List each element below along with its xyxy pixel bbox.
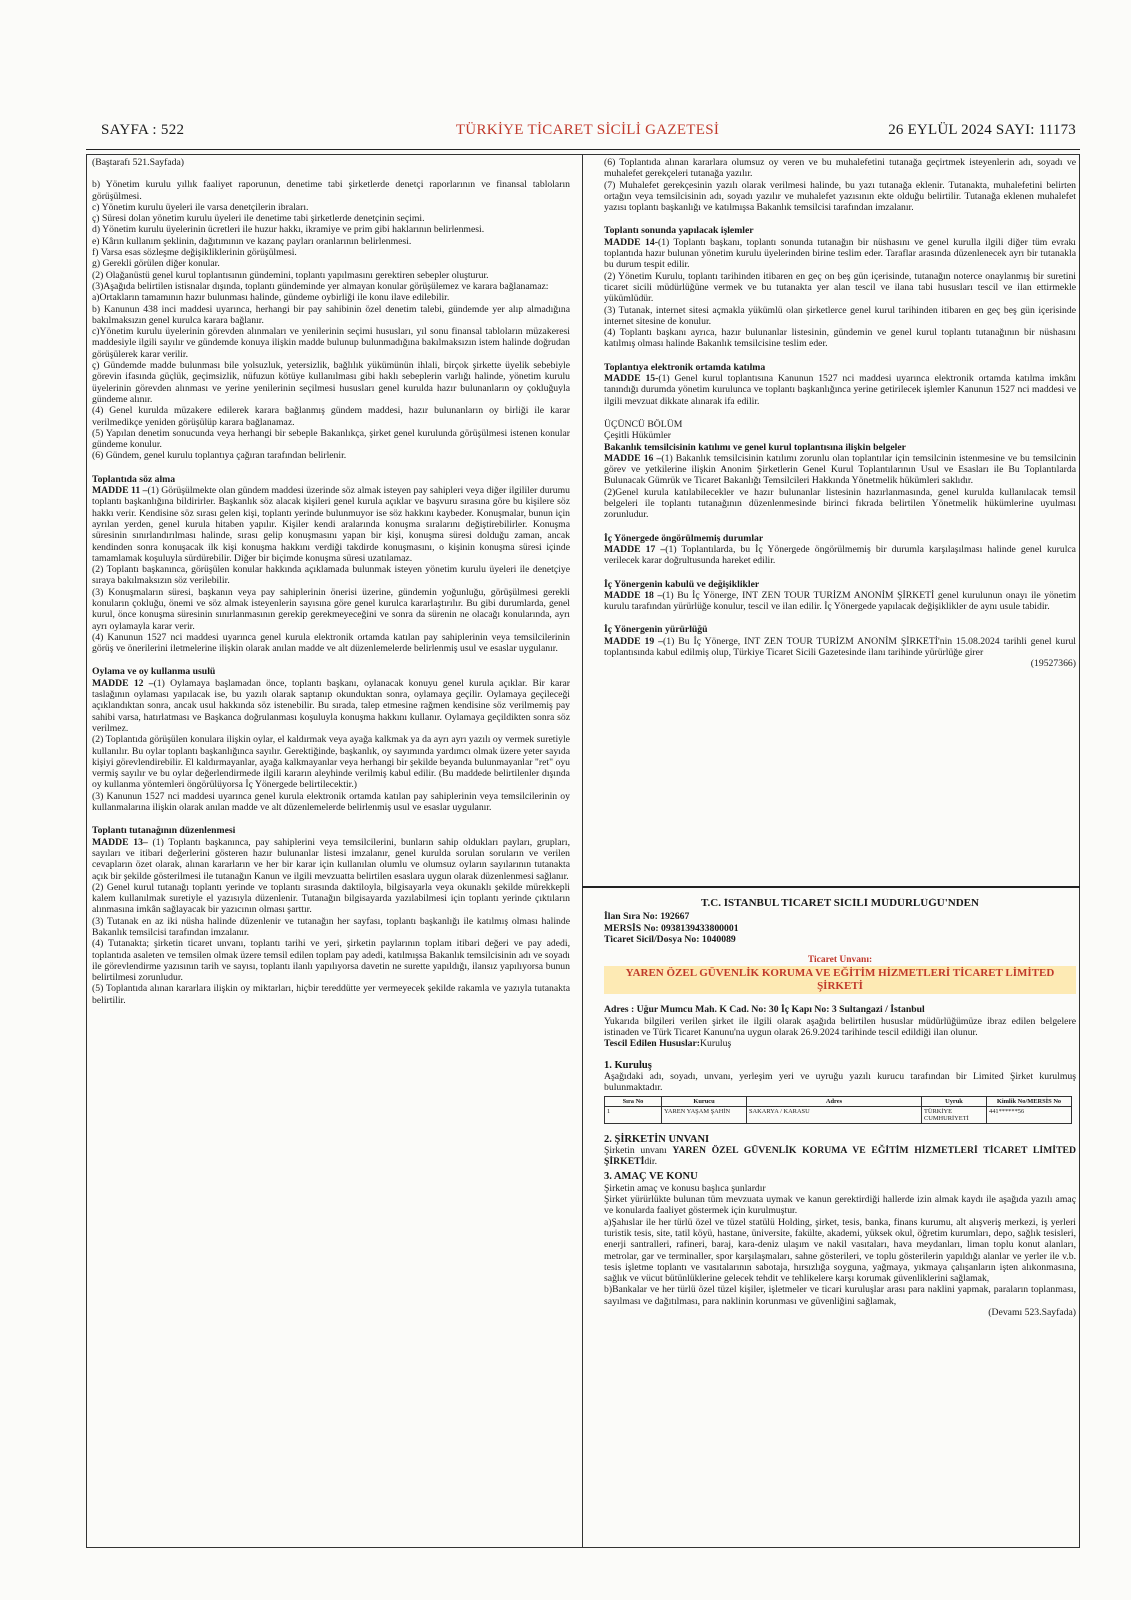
notice-info	[604, 911, 1076, 945]
section-title-17: İç Yönergede öngörülmemiş durumlar	[604, 532, 764, 544]
article-13-para: (2) Genel kurul tutanağı toplantı yerinde ve toplantı sırasında daktiloyla, bilgisayarla veya okunaklı şekilde mürekkepli kalem kullanılmak suretiyle el yazısıyla düzenlenir. Tutanağın bilgisayarda yazılabilmesi için toplantı yerinde çıktıların alınmasına imkân sağlayacak bir yazıcının olması şarttır.	[92, 881, 570, 916]
section-title-11: Toplantıda söz alma	[92, 473, 176, 485]
article-13-para	[92, 837, 570, 882]
article-12-para	[92, 678, 570, 734]
article-17-text: (1) Toplantılarda, bu İç Yönergede öngörülmemiş bir durumla karşılaşılması halinde genel kurulca verilecek karar doğrultusunda hareket edilir.	[604, 543, 1076, 567]
registered-matters-value: Kuruluş	[700, 1038, 732, 1050]
section-title-13: Toplantı tutanağının düzenlenmesi	[92, 825, 236, 837]
article-12-text: (1) Oylamaya başlamadan önce, toplantı başkanı, oylanacak konuyu genel kurula açıklar. Bir karar taslağının oylaması yapılacak ise, bu yazılı olarak saptanıp okunduktan sonra, oylamaya geçilir. Oylamaya geçileceği açıklandıktan sonra, ancak usul hakkında söz istenebilir. Bu sırada, talep etmesine rağmen kendisine söz verilmemiş pay sahibi varsa, hatırlatması ve Başkanca doğrulanması koşuluyla konuşma hakkını kullanır. Oylamaya geçildikten sonra söz verilmez.	[92, 677, 570, 734]
agenda-item: c) Yönetim kurulu üyeleri ile varsa denetçilerin ibraları.	[92, 201, 309, 213]
agenda-item: e) Kârın kullanım şeklinin, dağıtımının ve kazanç payları oranlarının belirlenmesi.	[92, 235, 412, 247]
trade-name-label: Ticaret Unvanı:	[807, 955, 873, 966]
agenda-item: ç) Gündemde madde bulunması bile yolsuzluk, yetersizlik, bağlılık yükümünün ihlali, birçok şirkette üyelik sebebiyle görevin ifasında güçlük, geçimsizlik, nüfuzun kötüye kullanılması gibi haklı sebeplerin varlığı halinde, yönetim kurulu üyelerinin görevden alınması ve yerine yenilerinin seçilmesi hususları genel kurulda hazır bulunanların oy çokluğuyla gündeme alınır.	[92, 360, 570, 405]
section-title-18: İç Yönergenin kabulü ve değişiklikler	[604, 578, 760, 590]
table-cell: SAKARYA / KARASU	[747, 1106, 922, 1123]
article-11-para: (4) Kanunun 1527 nci maddesi uyarınca genel kurula elektronik ortamda katılan pay sahiplerinin veya temsilcilerinin görüş ve önerilerini iletmelerine ilişkin olarak anılan madde ve alt düzenlemelerde belirlenmiş usul ve esaslar uygulanır.	[92, 631, 570, 655]
section-title-16: Bakanlık temsilcisinin katılımı ve genel kurul toplantısına ilişkin belgeler	[604, 441, 906, 453]
article-14-para	[604, 237, 1076, 271]
article-13-head: MADDE 13–	[92, 836, 148, 848]
article-13-para: (3) Tutanak en az iki nüsha halinde düzenlenir ve tutanağın her sayfası, toplantı başkanlığı ile katılmış olması halinde Bakanlık temsilcisi tarafından imzalanır.	[92, 915, 570, 938]
trade-name-box	[604, 955, 1076, 994]
article-11-text: (1) Görüşülmekte olan gündem maddesi üzerinde söz almak isteyen pay sahipleri veya diğer ilgililer durumu toplantı başkanlığına bildirirler. Başkanlık söz alacak kişileri genel kurula açıklar ve başvuru sırasına göre bu kişilere söz hakkı verir. Kendisine söz sırası gelen kişi, toplantı yerinde bulunmuyor ise söz hakkını kaybeder. Konuşmalar, bunun için ayrılan yerden, genel kurula hitaben yapılır. Kişiler kendi aralarında konuşma sıralarını değiştirebilirler. Konuşma süresinin sınırlandırılması halinde, sırası gelip konuşmasını yapan bir kişi, konuşma süresi dolduğu zaman, ancak kendinden sonra konuşacak ilk kişi konuşma hakkını verdiği takdirde konuşmasını, o kişinin konuşma süresi içinde tamamlamak koşuluyla sürdürebilir. Diğer bir biçimde konuşma süresi uzatılamaz.	[92, 485, 570, 564]
article-12-head: MADDE 12 –	[92, 677, 154, 689]
agenda-item: (4) Genel kurulda müzakere edilerek karara bağlanmış gündem maddesi, hazır bulunanların oy birliği ile karar verilmedikçe yeniden görüşülüp karara bağlanamaz.	[92, 405, 570, 428]
company-name-heading: 2. ŞİRKETİN UNVANI	[604, 1133, 710, 1145]
agenda-item: ç) Süresi dolan yönetim kurulu üyeleri ile denetime tabi şirketlerde denetçinin seçimi.	[92, 213, 425, 225]
page-number: SAYFA : 522	[101, 122, 185, 138]
company-name-text	[604, 1145, 1076, 1168]
article-14-para: (2) Yönetim Kurulu, toplantı tarihinden itibaren en geç on beş gün içerisinde, tutanağın noterce onaylanmış bir suretini ticaret sicili müdürlüğüne vermek ve bu tutanakta yer alan tescil ve ilana tabi hususları tescil ve ilan ettirmekle yükümlüdür.	[604, 270, 1076, 305]
ilan-number: İlan Sıra No: 192667	[604, 911, 690, 923]
article-12-para: (3) Kanunun 1527 nci maddesi uyarınca genel kurula elektronik ortamda katılan pay sahiplerinin veya temsilcilerinin oy kullanmalarına ilişkin olarak anılan madde ve alt düzenlemelerde belirlenmiş usul ve esaslar uygulanır.	[92, 790, 570, 814]
article-13-para: (7) Muhalefet gerekçesinin yazılı olarak verilmesi halinde, bu yazı tutanağa eklenir. Tutanakta, muhalefetini belirten ortağın veya temsilcisinin adı, soyadı yazılır ve muhalefet yazısının ekte olduğu belirtilir. Tutanağa eklenen muhalefet yazısı toplantı başkanlığı ve katılmışsa Bakanlık temsilcisi tarafından imzalanır.	[604, 179, 1076, 214]
agenda-item: (6) Gündem, genel kurulu toplantıya çağıran tarafından belirlenir.	[92, 450, 347, 462]
article-11-para: (2) Toplantı başkanınca, görüşülen konular hakkında açıklamada bulunmak isteyen yönetim kurulu üyeleri ile denetçiye sıraya bakılmaksızın söz verilebilir.	[92, 564, 570, 587]
article-16-text: (1) Bakanlık temsilcisinin katılımı zorunlu olan toplantılar için temsilcinin istenmesine ve bu temsilcinin görev ve yetkilerine ilişkin Anonim Şirketlerin Genel Kurul Toplantılarının Usul ve Esasları ile Bu Toplantılarda Bulunacak Gümrük ve Ticaret Bakanlığı Temsilcileri Hakkında Yönetmelik hükümleri saklıdır.	[604, 452, 1076, 487]
table-header: Uyruk	[922, 1096, 987, 1106]
founding-text: Aşağıdaki adı, soyadı, unvanı, yerleşim yeri ve uyruğu yazılı kurucu tarafından bir Limited Şirket kurulmuş bulunmaktadır.	[604, 1070, 1076, 1094]
article-14-head: MADDE 14-	[604, 236, 658, 248]
issue-date: 26 EYLÜL 2024 SAYI: 11173	[888, 122, 1076, 138]
agenda-item: c)Yönetim kurulu üyelerinin görevden alınmaları ve yenilerinin seçimi hususları, yıl sonu finansal tabloların müzakeresi maddesiyle ilgili sayılır ve gündemde konuya ilişkin madde bulunup bulunmadığına bakılmaksızın istem halinde doğrudan görüşülerek karar verilir.	[92, 326, 570, 360]
company-name-bold: YAREN ÖZEL GÜVENLİK KORUMA VE EĞİTİM HİZMETLERİ TİCARET LİMİTED ŞİRKETİ	[604, 1144, 1076, 1168]
article-11-para	[92, 485, 570, 564]
purpose-para: a)Şahıslar ile her türlü özel ve tüzel statülü Holding, şirket, tesis, banka, finans kurumu, alt alışveriş merkezi, iş yerleri turistik tesis, site, tatil köyü, hastane, üniversite, fakülte, akademi, yüksek okul, öğretim kurumları, depo, sağlık tesisleri, enerji santralleri, rafineri, baraj, kara-deniz ulaşım ve nakil vasıtaları, hava meydanları, liman toplu konut alanları, metrolar, gar ve terminaller, spor karşılaşmaları, sahne gösterileri, ve toplu gösterilerin yapıldığı alanlar ve yerler ile v.b. tesis işletme toplantı ve vasıtalarının sabotaja, hırsızlığa soyguna, yağmaya, yıkmaya çalışanların işten alıkonmasına, sağlık ve vücut bütünlüklerine gelecek tehdit ve tehlikelere karşı korumak güvenliklerini sağlamak,	[604, 1216, 1076, 1285]
article-11-para: (3) Konuşmaların süresi, başkanın veya pay sahiplerinin önerisi üzerine, gündemin yoğunluğu, görüşülmesi gerekli konuların çokluğu, önemi ve söz almak isteyenlerin sayısına göre genel kurulca kararlaştırılır. Bu gibi durumlarda, genel kurul, önce konuşma süresinin sınırlanmasının gerekip gerekmeyeceğini ve sonra da sürenin ne olacağı konularında, ayrı ayrı oylamayla karar verir.	[92, 586, 570, 632]
registered-matters	[604, 1038, 1076, 1049]
part-three-subtitle: Çeşitli Hükümler	[604, 430, 671, 442]
agenda-item: d) Yönetim kurulu üyelerinin ücretleri ile huzur hakkı, ikramiye ve prim gibi haklarının belirlenmesi.	[92, 224, 485, 236]
left-column	[92, 157, 570, 1543]
continued-on-page: (Devamı 523.Sayfada)	[988, 1307, 1076, 1319]
notice-intro: Yukarıda bilgileri verilen şirket ile ilgili olarak aşağıda belirtilen hususlar müdürlüğümüze ibraz edilen belgelere istinaden ve Türk Ticaret Kanunu'na uygun olarak 26.9.2024 tarihinde tescil edildiği ilan olunur.	[604, 1015, 1076, 1039]
article-12-para: (2) Toplantıda görüşülen konulara ilişkin oylar, el kaldırmak veya ayağa kalkmak ya da ayrı ayrı yazılı oy vermek suretiyle kullanılır. Bu oylar toplantı başkanlığınca sayılır. Gerektiğinde, başkanlık, oy sayımında yardımcı olmak üzere yeter sayıda kişiyi görevlendirebilir. El kaldırmayanlar, ayağa kalkmayanlar veya herhangi bir şekilde beyanda bulunmayanlar "ret" oyu vermiş sayılır ve bu oylar değerlendirmede ilgili kararın aleyhinde verilmiş kabul edilir. (Bu maddede belirtilenler dışında oy kullanma yöntemleri öngörülüyorsa İç Yönergede belirtilecektir.)	[92, 734, 570, 791]
article-17-head: MADDE 17 –	[604, 543, 666, 555]
article-15-text: (1) Genel kurul toplantısına Kanunun 1527 nci maddesi uyarınca elektronik ortamda katılma imkânı tanındığı durumda yönetim kurulunca ve toplantı başkanlığınca yerine getirilecek işlemler Kanunun 1527 nci maddesi ve ilgili mevzuat dikkate alınarak ifa edilir.	[604, 373, 1076, 407]
article-15-head: MADDE 15-	[604, 373, 659, 385]
article-19-para	[604, 636, 1076, 659]
article-13-para: (5) Toplantıda alınan kararlara ilişkin oy miktarları, hiçbir tereddütte yer vermeyecek şekilde rakamla ve yazıyla tutanakta belirtilir.	[92, 983, 570, 1006]
agenda-item: b) Kanunun 438 inci maddesi uyarınca, herhangi bir pay sahibinin özel denetim talebi, gündemde yer alıp almadığına bakılmaksızın genel kurulca karara bağlanır.	[92, 303, 570, 326]
header-rule	[86, 149, 1080, 150]
table-header-row	[605, 1096, 1072, 1106]
table-header: Adres	[747, 1096, 922, 1106]
article-15-para	[604, 373, 1076, 407]
agenda-list	[92, 179, 570, 461]
purpose-para: b)Bankalar ve her türlü özel tüzel kişiler, işletmeler ve ticari kuruluşlar arası para naklini yapmak, paraların toplanması, sayılması ve dağıtılması, para naklinin korunması ve güvenliğini sağlamak,	[604, 1284, 1076, 1307]
company-name-post: dir.	[644, 1156, 658, 1168]
article-18-head: MADDE 18 –	[604, 589, 663, 601]
agenda-item: (5) Yapılan denetim sonucunda veya herhangi bir sebeple Bakanlıkça, şirket genel kurulunda görüşülmesi istenen konular gündeme konulur.	[92, 427, 570, 451]
article-19-text: (1) Bu İç Yönerge, INT ZEN TOUR TURİZM ANONİM ŞİRKETİ'nin 15.08.2024 tarihli genel kurul toplantısında kabul edilmiş olup, Türkiye Ticaret Sicili Gazetesinde ilanı tarihinde yürürlüğe girer	[604, 635, 1076, 658]
section-title-15: Toplantıya elektronik ortamda katılma	[604, 361, 766, 373]
article-16-para	[604, 453, 1076, 487]
right-column-top	[604, 157, 1076, 883]
notice-divider	[582, 886, 1080, 888]
table-cell: TÜRKİYE CUMHURİYETİ	[922, 1106, 987, 1123]
article-18-para	[604, 590, 1076, 613]
table-cell: 441******56	[987, 1106, 1072, 1123]
article-16-para: (2)Genel kurula katılabilecekler ve hazır bulunanlar listesinin hazırlanmasında, genel kurulda kullanılacak temsil belgeleri ile toplantı tutanağının düzenlenmesinde birinci fıkrada belirtilen Yönetmelik hükümlerine uyulması zorunludur.	[604, 486, 1076, 521]
table-header: Kimlik No/MERSİS No	[987, 1096, 1072, 1106]
article-14-para: (3) Tutanak, internet sitesi açmakla yükümlü olan şirketlerce genel kurul tarihinden itibaren en geç beş gün içerisinde internet sitesine de konulur.	[604, 304, 1076, 327]
article-19-head: MADDE 19 –	[604, 635, 663, 647]
purpose-para: Şirketin amaç ve konusu başlıca şunlardır	[604, 1182, 766, 1194]
section-title-12: Oylama ve oy kullanma usulü	[92, 666, 216, 678]
registry-notice	[604, 898, 1076, 1544]
table-cell: YAREN YAŞAM ŞAHİN	[662, 1106, 747, 1123]
founding-heading: 1. Kuruluş	[604, 1059, 652, 1071]
agenda-item: (3)Aşağıda belirtilen istisnalar dışında, toplantı gündeminde yer almayan konular görüşülemez ve karara bağlanamaz:	[92, 280, 549, 292]
table-header: Sıra No	[605, 1096, 662, 1106]
mersis-number: MERSİS No: 0938139433800001	[604, 922, 739, 934]
gazette-title: TÜRKİYE TİCARET SİCİLİ GAZETESİ	[455, 122, 720, 138]
column-divider	[582, 154, 583, 1548]
section-title-14: Toplantı sonunda yapılacak işlemler	[604, 225, 754, 237]
reference-number: (19527366)	[1030, 658, 1076, 670]
purpose-para: Şirket yürürlükte bulunan tüm mevzuata uymak ve kanun gerektirdiği hallerde izin almak kaydı ile aşağıda yazılı amaç ve konularda faaliyet göstermek için kurulmuştur.	[604, 1194, 1076, 1217]
purpose-heading: 3. AMAÇ VE KONU	[604, 1171, 698, 1183]
agenda-item: a)Ortakların tamamının hazır bulunması halinde, gündeme oybirliği ile konu ilave edilebilir.	[92, 292, 450, 304]
trade-name: YAREN ÖZEL GÜVENLİK KORUMA VE EĞİTİM HİZMETLERİ TİCARET LİMİTED ŞİRKETİ	[604, 966, 1076, 994]
article-13-text: (1) Toplantı başkanınca, pay sahiplerini veya temsilcilerini, bunların sahip oldukları payları, grupları, sayıları ve itibari değerlerini gösteren hazır bulunanlar listesi imzalanır, genel kurulda sorulan soruların ve verilen cevapların özet olarak, alınan kararların ve her bir karar için kullanılan olumlu ve olumsuz oyların sayılarının tutanakta açık bir şekilde gösterilmesi ile tutanağın Kanun ve ilgili mevzuatta belirtilen esaslara uygun olarak düzenlenmesi sağlanır.	[92, 836, 570, 882]
agenda-item: g) Gerekli görülen diğer konular.	[92, 258, 220, 270]
founder-table	[604, 1096, 1072, 1124]
article-17-para	[604, 544, 1076, 567]
spacer	[92, 168, 570, 179]
company-name-pre: Şirketin unvanı	[604, 1144, 673, 1156]
article-13-para: (4) Tutanakta; şirketin ticaret unvanı, toplantı tarihi ve yeri, şirketin paylarının toplam itibari değeri ve pay adedi, toplantıda asaleten ve temsilen olmak üzere temsil edilen toplam pay adedi, katılmışsa Bakanlık temsilcisinin adı ve soyadı ile görevlendirme yazısının tarih ve sayısı, toplantı ilanlı yapılıyorsa davetin ne surette yapıldığı, ilansız yapılıyorsa bunun belirtilmesi zorunludur.	[92, 938, 570, 984]
table-cell: 1	[605, 1106, 662, 1123]
table-header: Kurucu	[662, 1096, 747, 1106]
table-row	[605, 1106, 1072, 1123]
article-14-text: (1) Toplantı başkanı, toplantı sonunda tutanağın bir nüshasını ve genel kurulla ilgili diğer tüm evrakı toplantıda hazır bulunan yönetim kurulu üyelerinden birine teslim eder. Taraflar arasında düzenlenecek ayrı bir tutanakla bu durum tespit edilir.	[604, 236, 1076, 271]
article-16-head: MADDE 16 –	[604, 452, 662, 464]
continued-note: (Baştarafı 521.Sayfada)	[92, 157, 184, 168]
company-address: Adres : Uğur Mumcu Mah. K Cad. No: 30 İç Kapı No: 3 Sultangazi / İstanbul	[604, 1004, 925, 1016]
article-13-para: (6) Toplantıda alınan kararlara olumsuz oy veren ve bu muhalefetini tutanağa geçirtmek isteyenlerin adı, soyadı ve muhalefet gerekçeleri tutanağa yazılır.	[604, 157, 1076, 180]
notice-title: T.C. İSTANBUL TİCARET SİCİLİ MÜDÜRLÜĞÜ'NDEN	[701, 898, 979, 909]
part-three-title: ÜÇÜNCÜ BÖLÜM	[604, 418, 683, 430]
agenda-item: (2) Olağanüstü genel kurul toplantısının gündemini, toplantı yapılmasını gerektiren sebepler oluşturur.	[92, 269, 489, 281]
article-14-para: (4) Toplantı başkanı ayrıca, hazır bulunanlar listesinin, gündemin ve genel kurul toplantı tutanağının bir nüshasını katılmış olması halinde Bakanlık temsilcisine teslim eder.	[604, 327, 1076, 350]
gazette-header	[95, 120, 1080, 150]
agenda-item: b) Yönetim kurulu yıllık faaliyet raporunun, denetime tabi şirketlerde denetçi raporlarının ve finansal tabloların görüşülmesi.	[92, 179, 570, 202]
section-title-19: İç Yönergenin yürürlüğü	[604, 624, 708, 636]
registered-matters-label: Tescil Edilen Hususlar:	[604, 1038, 700, 1050]
article-11-head: MADDE 11 –	[92, 485, 148, 497]
article-18-text: (1) Bu İç Yönerge, INT ZEN TOUR TURİZM ANONİM ŞİRKETİ genel kurulunun onayı ile yönetim kurulu tarafından yürürlüğe konulur, tescil ve ilan edilir. İç Yönergede yapılacak değişiklikler de aynı usule tabidir.	[604, 589, 1076, 613]
registry-file-number: Ticaret Sicil/Dosya No: 1040089	[604, 933, 736, 945]
agenda-item: f) Varsa esas sözleşme değişikliklerinin görüşülmesi.	[92, 247, 297, 259]
